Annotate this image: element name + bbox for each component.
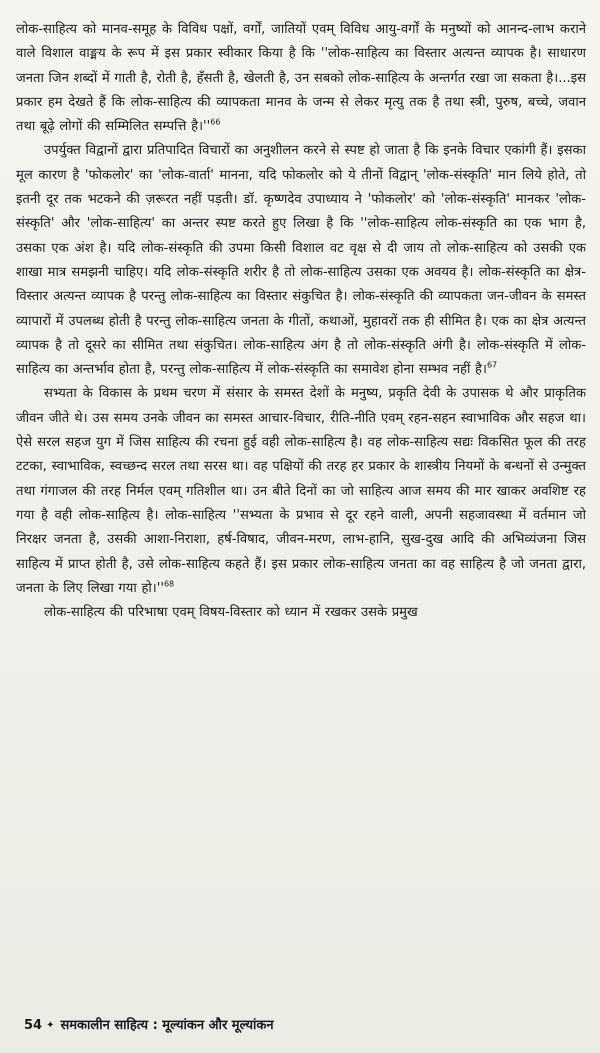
paragraph-text: उपर्युक्त विद्वानों द्वारा प्रतिपादित विचारों का अनुशीलन करने से स्पष्ट हो जाता है कि इनके विचार एकांगी हैं। इसका मूल कारण है 'फोकलोर' का 'लोक-वार्ता' मानना, यदि फोकलोर को ये तीनों विद्वान् 'लोक-संस्कृति' मान लिये होते, तो इतनी दूर तक भटकने की ज़रूरत नहीं पड़ती। डॉ. कृष्णदेव उपाध्याय ने 'फोकलोर' को 'लोक-संस्कृति' मानकर 'लोक-संस्कृति' और 'लोक-साहित्य' का अन्तर स्पष्ट करते हुए लिखा है कि ''लोक-साहित्य लोक-संस्कृति का एक भाग है, उसका एक अंश है। यदि लोक-संस्कृति की उपमा किसी विशाल वट वृक्ष से दी जाय तो लोक-साहित्य को उसकी एक शाखा मात्र समझनी चाहिए। यदि लोक-संस्कृति शरीर है तो लोक-साहित्य उसका एक अवयव है। लोक-संस्कृति का क्षेत्र-विस्तार अत्यन्त व्यापक है परन्तु लोक-साहित्य का विस्तार संकुचित है। लोक-संस्कृति की व्यापकता जन-जीवन के समस्त व्यापारों में उपलब्ध होती है परन्तु लोक-साहित्य जनता के गीतों, कथाओं, मुहावरों तक ही सीमित है। एक का क्षेत्र अत्यन्त व्यापक है तो दूसरे का सीमित तथा संकुचित। लोक-साहित्य अंग है तो लोक-संस्कृति अंगी है। लोक-संस्कृति में लोक-साहित्य का अन्तर्भाव होता है, परन्तु लोक-साहित्य में लोक-संस्कृति का समावेश होना सम्भव नहीं है। (16, 143, 586, 378)
footnote-marker: 67 (486, 360, 498, 370)
page-number: 54 (24, 1018, 43, 1033)
diamond-icon: ✦ (46, 1020, 55, 1031)
paragraph-text: लोक-साहित्य को मानव-समूह के विविध पक्षों, वर्गों, जातियों एवम् विविध आयु-वर्गों के मनुष्यों को आनन्द-लाभ कराने वाले विशाल वाङ्मय के रूप में इस प्रकार स्वीकार किया है कि ''लोक-साहित्य का विस्तार अत्यन्त व्यापक है। साधारण जनता जिन शब्दों में गाती है, रोती है, हँसती है, खेलती है, उन सबको लोक-साहित्य के अन्तर्गत रखा जा सकता है।...इस प्रकार हम देखते हैं कि लोक-साहित्य की व्यापकता मानव के जन्म से लेकर मृत्यु तक है तथा स्त्री, पुरुष, बच्चे, जवान तथा बूढ़े लोगों की सम्मिलित सम्पत्ति है।'' (16, 22, 586, 135)
page-footer (24, 1015, 274, 1033)
footnote-marker: 68 (163, 579, 175, 589)
paragraph-1 (16, 18, 586, 139)
paragraph-text: सभ्यता के विकास के प्रथम चरण में संसार के समस्त देशों के मनुष्य, प्रकृति देवी के उपासक थे और प्राकृतिक जीवन जीते थे। उस समय उनके जीवन का समस्त आचार-विचार, रीति-नीति एवम् रहन-सहन स्वाभाविक और सहज था। ऐसे सरल सहज युग में जिस साहित्य की रचना हुई वही लोक-साहित्य है। वह लोक-साहित्य सद्यः विकसित फूल की तरह टटका, स्वाभाविक, स्वच्छन्द सरल तथा सरस था। वह पक्षियों की तरह हर प्रकार के शास्त्रीय नियमों के बन्धनों से उन्मुक्त तथा गंगाजल की तरह निर्मल एवम् गतिशील था। उन बीते दिनों का जो साहित्य आज समय की मार खाकर अवशिष्ट रह गया है वही लोक-साहित्य है। लोक-साहित्य ''सभ्यता के प्रभाव से दूर रहने वाली, अपनी सहजावस्था में वर्तमान जो निरक्षर जनता है, उसकी आशा-निराशा, हर्ष-विषाद, जीवन-मरण, लाभ-हानि, सुख-दुख आदि की अभिव्यंजना जिस साहित्य में प्राप्त होती है, उसे लोक-साहित्य कहते हैं। इस प्रकार लोक-साहित्य जनता का वह साहित्य है जो जनता द्वारा, जनता के लिए लिखा गया हो।'' (16, 386, 586, 596)
paragraph-3 (16, 382, 586, 601)
paragraph-2 (16, 139, 586, 382)
paragraph-4 (16, 601, 586, 625)
footnote-marker: 66 (210, 117, 221, 127)
book-title: समकालीन साहित्य : मूल्यांकन और मूल्यांकन (60, 1018, 274, 1033)
paragraph-text: लोक-साहित्य की परिभाषा एवम् विषय-विस्तार को ध्यान में रखकर उसके प्रमुख (44, 605, 418, 621)
